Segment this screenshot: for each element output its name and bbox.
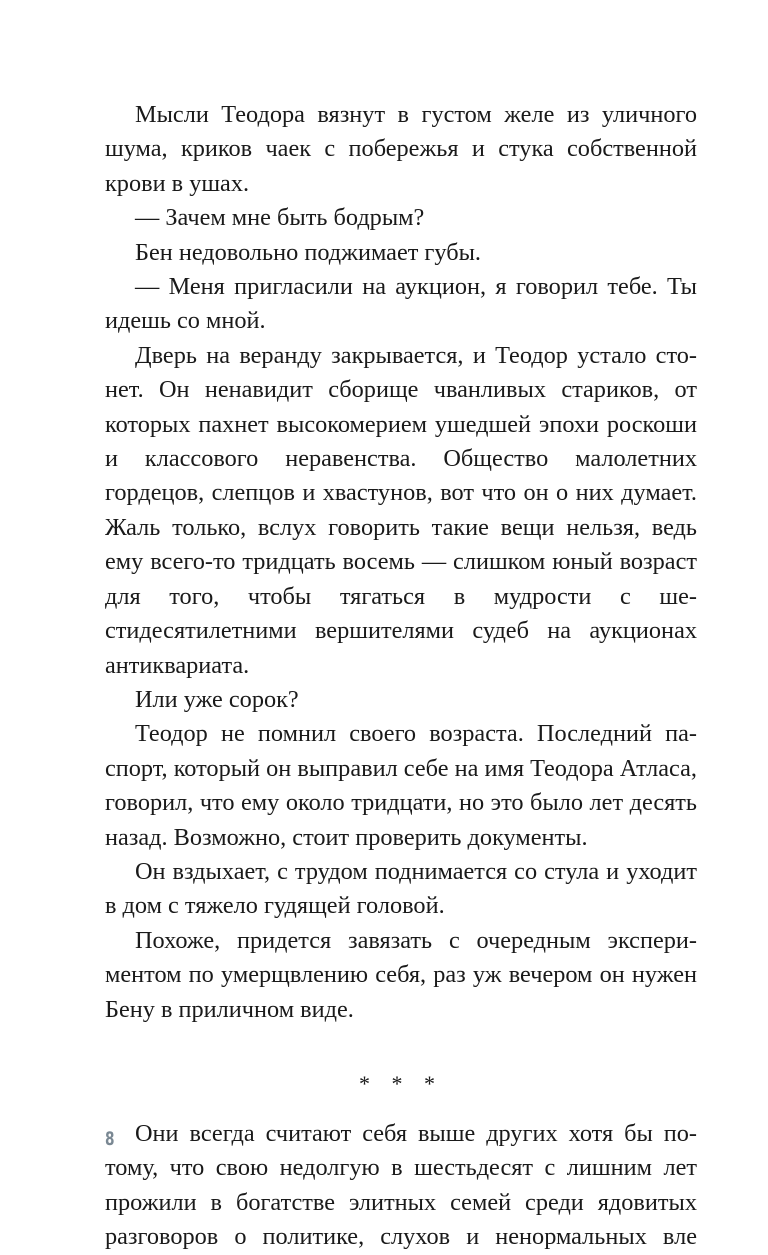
paragraph: Дверь на веранду закрывается, и Теодор устало стонет. Он ненавидит сборище чванливых стариков, от которых пахнет высокомерием ушедшей эпохи роскоши и классового неравенства. Общество малолетних гордецов, слепцов и хвастунов, вот что он о них думает. Жаль только, вслух говорить такие вещи нельзя, ведь ему всего-то тридцать восемь — слишком юный возраст для того, чтобы тягаться в мудрости с шестидесятилетними вершителями судеб на аукционах антиквариата.: [105, 341, 697, 679]
paragraph: — Меня пригласили на аукцион, я говорил тебе. Ты идешь со мной.: [105, 273, 697, 335]
section-separator: * * *: [359, 1070, 443, 1096]
paragraph: Мысли Теодора вязнут в густом желе из уличного шума, криков чаек с побережья и стука собственной крови в ушах.: [105, 101, 697, 197]
page-body: [105, 98, 697, 1255]
paragraph: Похоже, придется завязать с очередным экспериментом по умерщвлению себя, раз уж вечером он нужен Бену в приличном виде.: [105, 926, 697, 1023]
paragraph: Теодор не помнил своего возраста. Последний паспорт, который он выправил себе на имя Теодора Атласа, говорил, что ему около тридцати, но это было лет десять назад. Возможно, стоит проверить документы.: [105, 720, 697, 851]
paragraph: Или уже сорок?: [135, 685, 299, 713]
paragraph: Бен недовольно поджимает губы.: [135, 238, 481, 266]
paragraph: — Зачем мне быть бодрым?: [135, 204, 425, 232]
paragraph: Он вздыхает, с трудом поднимается со стула и уходит в дом с тяжело гудящей головой.: [105, 857, 697, 920]
paragraph: Они всегда считают себя выше других хотя бы потому, что свою недолгую в шестьдесят с лишним лет прожили в богатстве элитных семей среди ядовитых разговоров о политике, слухов и ненормальных вле: [105, 1119, 697, 1251]
page-number: 8: [105, 1128, 115, 1150]
